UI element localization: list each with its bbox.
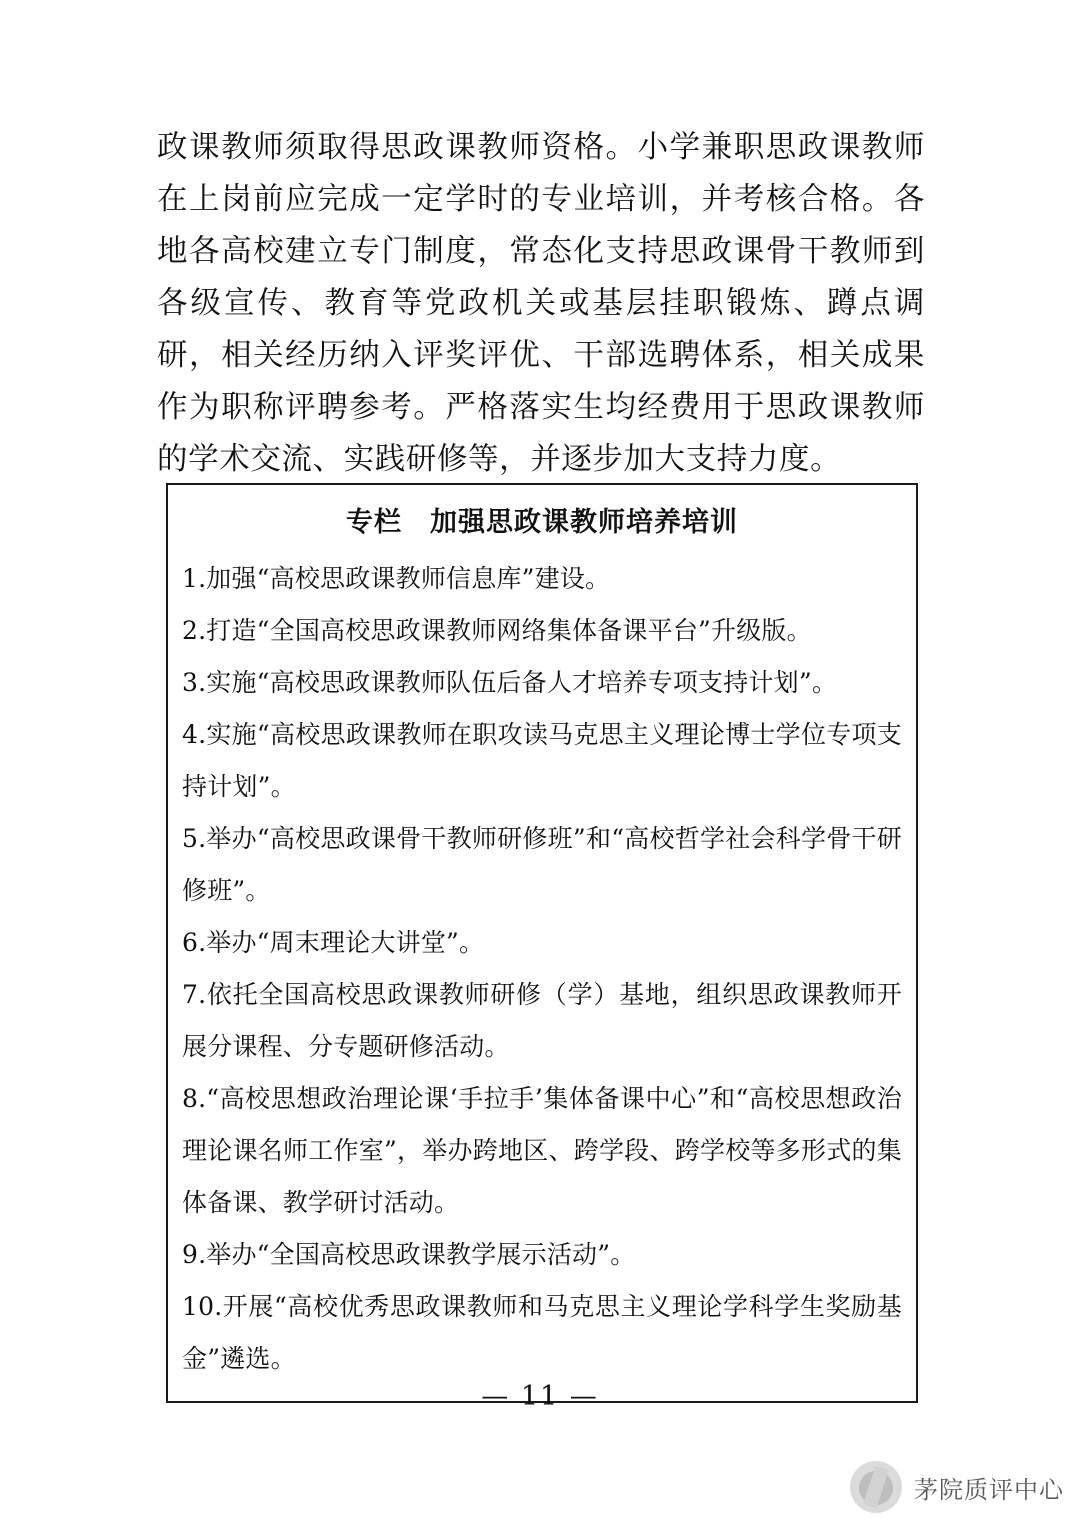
body-paragraph: 政课教师须取得思政课教师资格。小学兼职思政课教师在上岗前应完成一定学时的专业培训，并考核合格。各地各高校建立专门制度，常态化支持思政课骨干教师到各级宣传、教育等党政机关或基层挂职锻炼、蹲点调研，相关经历纳入评奖评优、干部选聘体系，相关成果作为职称评聘参考。严格落实生均经费用于思政课教师的学术交流、实践研修等，并逐步加大支持力度。 [157, 130, 925, 477]
callout-box [166, 483, 918, 1403]
list-item: 8.“高校思想政治理论课‘手拉手’集体备课中心”和“高校思想政治理论课名师工作室”，举办跨地区、跨学段、跨学校等多形式的集体备课、教学研讨活动。 [182, 1084, 902, 1217]
page-number: — 11 — [481, 1381, 599, 1412]
body-paragraph-block [157, 122, 925, 486]
list-item: 10.开展“高校优秀思政课教师和马克思主义理论学科学生奖励基金”遴选。 [182, 1292, 902, 1373]
list-item: 9.举办“全国高校思政课教学展示活动”。 [182, 1240, 636, 1269]
list-item: 6.举办“周末理论大讲堂”。 [182, 928, 485, 957]
watermark [850, 1461, 1064, 1513]
list-item: 3.实施“高校思政课教师队伍后备人才培养专项支持计划”。 [182, 668, 838, 697]
wechat-badge-icon [850, 1461, 902, 1513]
watermark-label: 茅院质评中心 [914, 1475, 1064, 1504]
list-item: 2.打造“全国高校思政课教师网络集体备课平台”升级版。 [182, 616, 812, 645]
callout-title-text: 加强思政课教师培养培训 [430, 507, 738, 538]
list-item: 1.加强“高校思政课教师信息库”建设。 [182, 564, 611, 593]
callout-list [182, 553, 902, 1385]
callout-title [182, 503, 902, 543]
list-item: 5.举办“高校思政课骨干教师研修班”和“高校哲学社会科学骨干研修班”。 [182, 824, 902, 905]
list-item: 7.依托全国高校思政课教师研修（学）基地，组织思政课教师开展分课程、分专题研修活动。 [182, 980, 902, 1061]
callout-title-label: 专栏 [346, 507, 402, 538]
list-item: 4.实施“高校思政课教师在职攻读马克思主义理论博士学位专项支持计划”。 [182, 720, 902, 801]
